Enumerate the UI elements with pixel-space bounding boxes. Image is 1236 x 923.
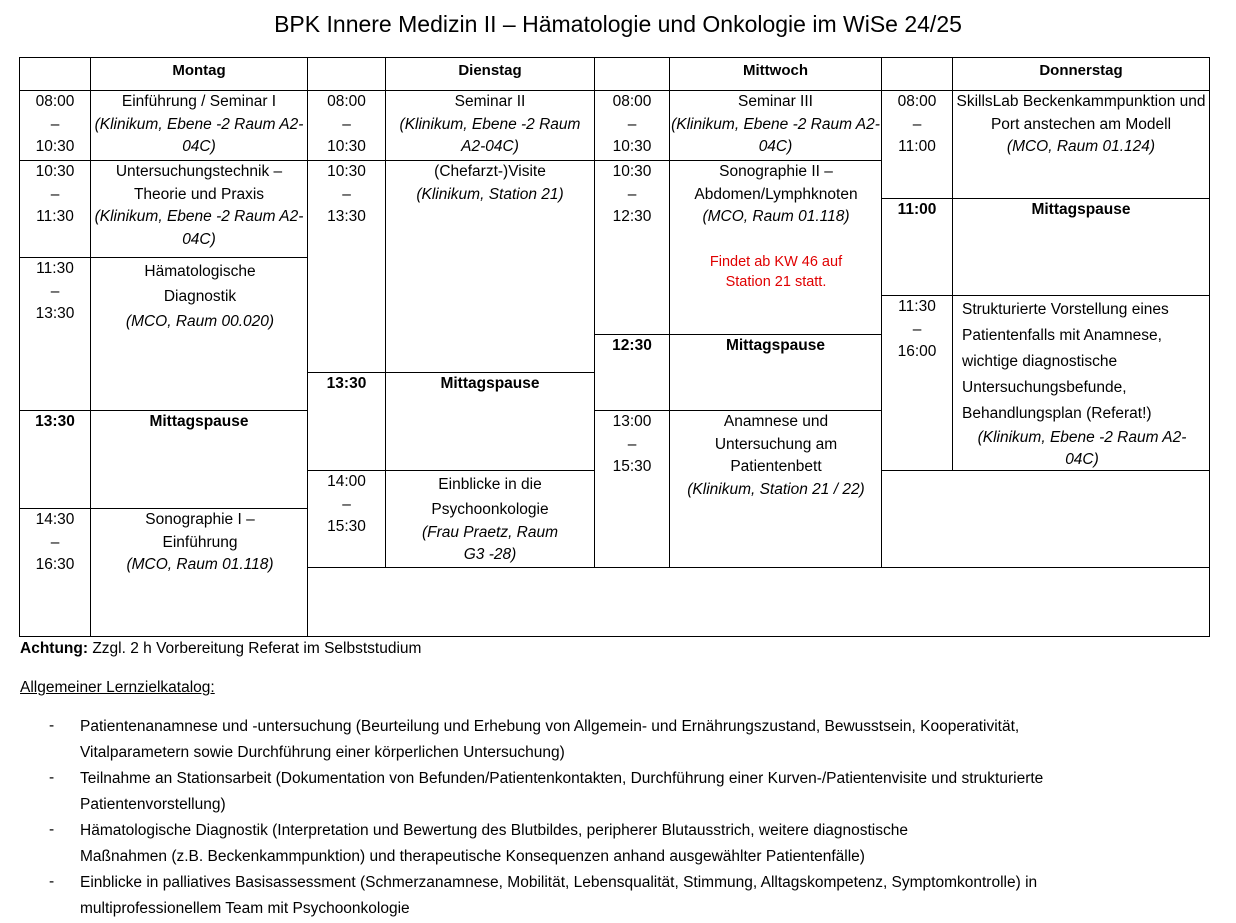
header-tuesday: Dienstag — [458, 62, 522, 79]
event-note: Findet ab KW 46 auf Station 21 statt. — [709, 254, 843, 290]
attention-note: Achtung: Zzgl. 2 h Vorbereitung Referat im Selbststudium — [20, 640, 422, 657]
lunch-break: Mittagspause — [440, 375, 540, 392]
event-cell: Sonographie I – Einführung (MCO, Raum 01.118) — [126, 511, 274, 573]
time-slot: 08:00 – 10:30 — [35, 93, 75, 155]
event-cell: Hämatologische Diagnostik (MCO, Raum 00.020) — [125, 263, 275, 330]
event-cell: Seminar II (Klinikum, Ebene -2 Raum A2-04C) — [399, 93, 581, 155]
event-cell: Untersuchungstechnik – Theorie und Praxis (Klinikum, Ebene -2 Raum A2-04C) — [94, 163, 304, 248]
time-slot: 08:00 – 10:30 — [327, 93, 366, 155]
bullet-dash: - — [49, 769, 55, 786]
catalog-heading: Allgemeiner Lernzielkatalog: — [20, 679, 215, 696]
lunch-break: Mittagspause — [1031, 201, 1131, 218]
time-slot: 13:00 – 15:30 — [612, 413, 652, 475]
bullet-dash: - — [49, 821, 55, 838]
event-cell: Sonographie II – Abdomen/Lymphknoten (MCO, Raum 01.118) — [694, 163, 858, 225]
event-cell: Seminar III (Klinikum, Ebene -2 Raum A2-04C) — [671, 93, 880, 155]
time-slot: 12:30 — [612, 337, 652, 354]
header-thursday: Donnerstag — [1039, 62, 1123, 79]
time-slot: 11:00 — [897, 201, 937, 218]
time-slot: 08:00 – 10:30 — [612, 93, 652, 155]
page-title: BPK Innere Medizin II – Hämatologie und Onkologie im WiSe 24/25 — [274, 11, 962, 37]
event-cell: Einführung / Seminar I (Klinikum, Ebene -2 Raum A2-04C) — [94, 93, 304, 155]
time-slot: 10:30 – 11:30 — [35, 163, 75, 225]
time-slot: 08:00 – 11:00 — [897, 93, 937, 155]
event-cell: (Chefarzt-)Visite (Klinikum, Station 21) — [416, 163, 564, 203]
time-slot: 11:30 – 16:00 — [897, 298, 937, 360]
time-slot: 10:30 – 12:30 — [612, 163, 652, 225]
bullet-dash: - — [49, 717, 55, 734]
lunch-break: Mittagspause — [149, 413, 249, 430]
lunch-break: Mittagspause — [725, 337, 826, 354]
time-slot: 13:30 — [35, 413, 75, 430]
list-item: Hämatologische Diagnostik (Interpretation und Bewertung des Blutbildes, peripherer Blutausstrich, weitere diagnostische Maßnahmen (z.B. Beckenkammpunktion) und therapeutische Konsequenzen anhand ausgewählter Patientenfälle) — [80, 822, 908, 865]
time-slot: 14:30 – 16:30 — [35, 511, 75, 573]
time-slot: 13:30 — [326, 375, 367, 392]
bullet-dash: - — [49, 873, 55, 890]
list-item: Einblicke in palliatives Basisassessment (Schmerzanamnese, Mobilität, Lebensqualität, Stimmung, Alltagskompetenz, Symptomkontrolle) in multiprofessionellem Team mit Psychoonkologie — [80, 874, 1038, 917]
header-monday: Montag — [172, 62, 226, 79]
event-cell: Einblicke in die Psychoonkologie (Frau Praetz, Raum G3 -28) — [421, 476, 559, 563]
list-item: Teilnahme an Stationsarbeit (Dokumentation von Befunden/Patientenkontakten, Durchführung einer Kurven-/Patientenvisite und strukturierte Patientenvorstellung) — [80, 770, 1044, 813]
time-slot: 11:30 – 13:30 — [35, 260, 75, 322]
list-item: Patientenanamnese und -untersuchung (Beurteilung und Erhebung von Allgemein- und Ernährungszustand, Bewusstsein, Kooperativität, Vitalparametern sowie Durchführung einer körperlichen Untersuchung) — [80, 718, 1020, 761]
time-slot: 14:00 – 15:30 — [327, 473, 366, 535]
event-cell: Strukturierte Vorstellung eines Patientenfalls mit Anamnese, wichtige diagnostische Untersuchungsbefunde, Behandlungsplan (Referat!) (Klinikum, Ebene -2 Raum A2-04C) — [962, 301, 1187, 468]
event-cell: Anamnese und Untersuchung am Patientenbett (Klinikum, Station 21 / 22) — [687, 413, 865, 498]
event-cell: SkillsLab Beckenkammpunktion und Port anstechen am Modell (MCO, Raum 01.124) — [956, 93, 1206, 155]
time-slot: 10:30 – 13:30 — [327, 163, 366, 225]
header-wednesday: Mittwoch — [743, 62, 808, 79]
